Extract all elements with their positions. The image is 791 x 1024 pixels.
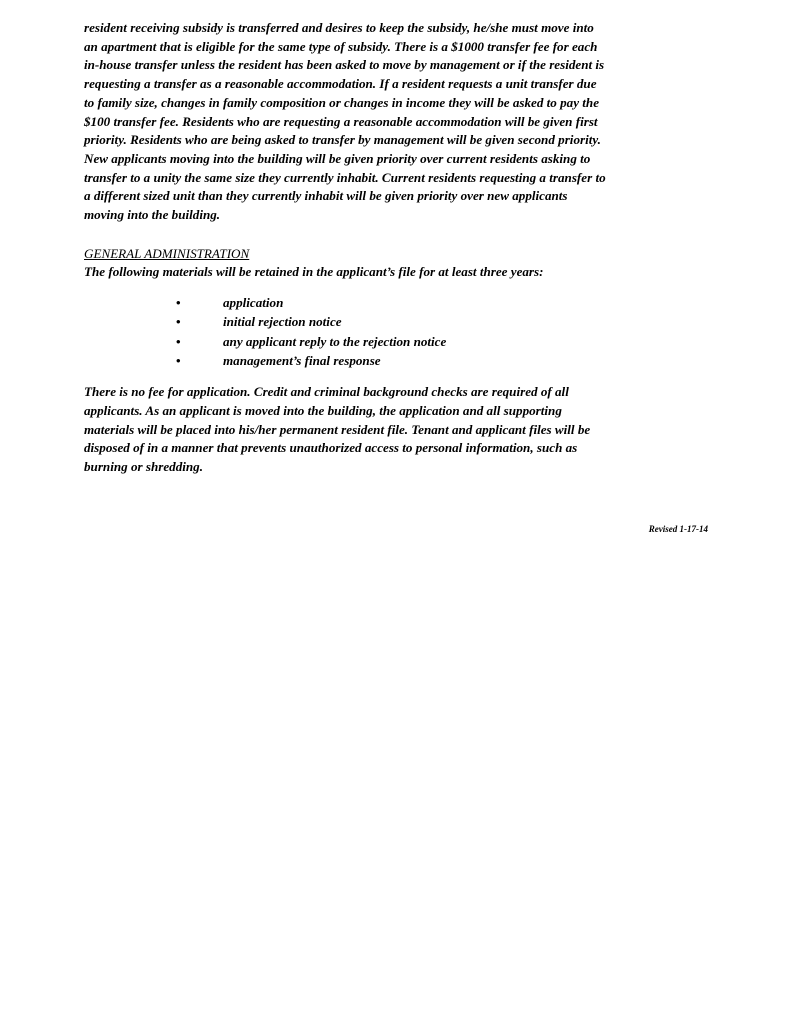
paragraph-line: disposed of in a manner that prevents unauthorized access to personal information, such as (84, 440, 578, 456)
paragraph-line: transfer to a unity the same size they currently inhabit. Current residents requesting a transfer to (84, 169, 606, 185)
paragraph-line: New applicants moving into the building will be given priority over current residents asking to (84, 150, 591, 166)
list-item (84, 294, 724, 313)
bullet-icon: • (176, 333, 181, 349)
paragraph-line: an apartment that is eligible for the same type of subsidy. There is a $1000 transfer fee for each (84, 38, 598, 54)
paragraph-line: moving into the building. (84, 207, 221, 223)
paragraph-line: $100 transfer fee. Residents who are requesting a reasonable accommodation will be given first (84, 113, 598, 129)
paragraph-line: applicants. As an applicant is moved into the building, the application and all supporting (84, 403, 562, 419)
document-body (84, 19, 724, 534)
revision-date: Revised 1-17-14 (648, 524, 708, 534)
list-item-text: any applicant reply to the rejection notice (223, 333, 447, 349)
paragraph-line: a different sized unit than they currently inhabit will be given priority over new applicants (84, 188, 568, 204)
paragraph-line: requesting a transfer as a reasonable accommodation. If a resident requests a unit transfer due (84, 76, 597, 92)
bullet-icon: • (176, 295, 181, 311)
paragraph-line: materials will be placed into his/her permanent resident file. Tenant and applicant files will be (84, 421, 591, 437)
list-item (84, 333, 724, 352)
section-heading: GENERAL ADMINISTRATION (84, 245, 250, 261)
paragraph-line: in-house transfer unless the resident has been asked to move by management or if the resident is (84, 57, 605, 73)
list-item (84, 352, 724, 371)
retained-materials-list (84, 294, 724, 371)
list-item-text: initial rejection notice (223, 314, 342, 330)
application-policy-paragraph (84, 383, 724, 477)
list-item-text: application (223, 295, 284, 311)
paragraph-line: to family size, changes in family composition or changes in income they will be asked to pay the (84, 94, 600, 110)
transfer-policy-paragraph (84, 19, 724, 225)
paragraph-line: There is no fee for application. Credit and criminal background checks are required of all (84, 384, 569, 400)
section-intro: The following materials will be retained in the applicant’s file for at least three years: (84, 264, 544, 280)
paragraph-line: resident receiving subsidy is transferred and desires to keep the subsidy, he/she must move into (84, 20, 594, 35)
paragraph-line: burning or shredding. (84, 459, 203, 475)
list-item (84, 313, 724, 332)
bullet-icon: • (176, 353, 181, 369)
bullet-icon: • (176, 314, 181, 330)
list-item-text: management’s final response (223, 353, 381, 369)
paragraph-line: priority. Residents who are being asked to transfer by management will be given second priority. (84, 132, 601, 148)
